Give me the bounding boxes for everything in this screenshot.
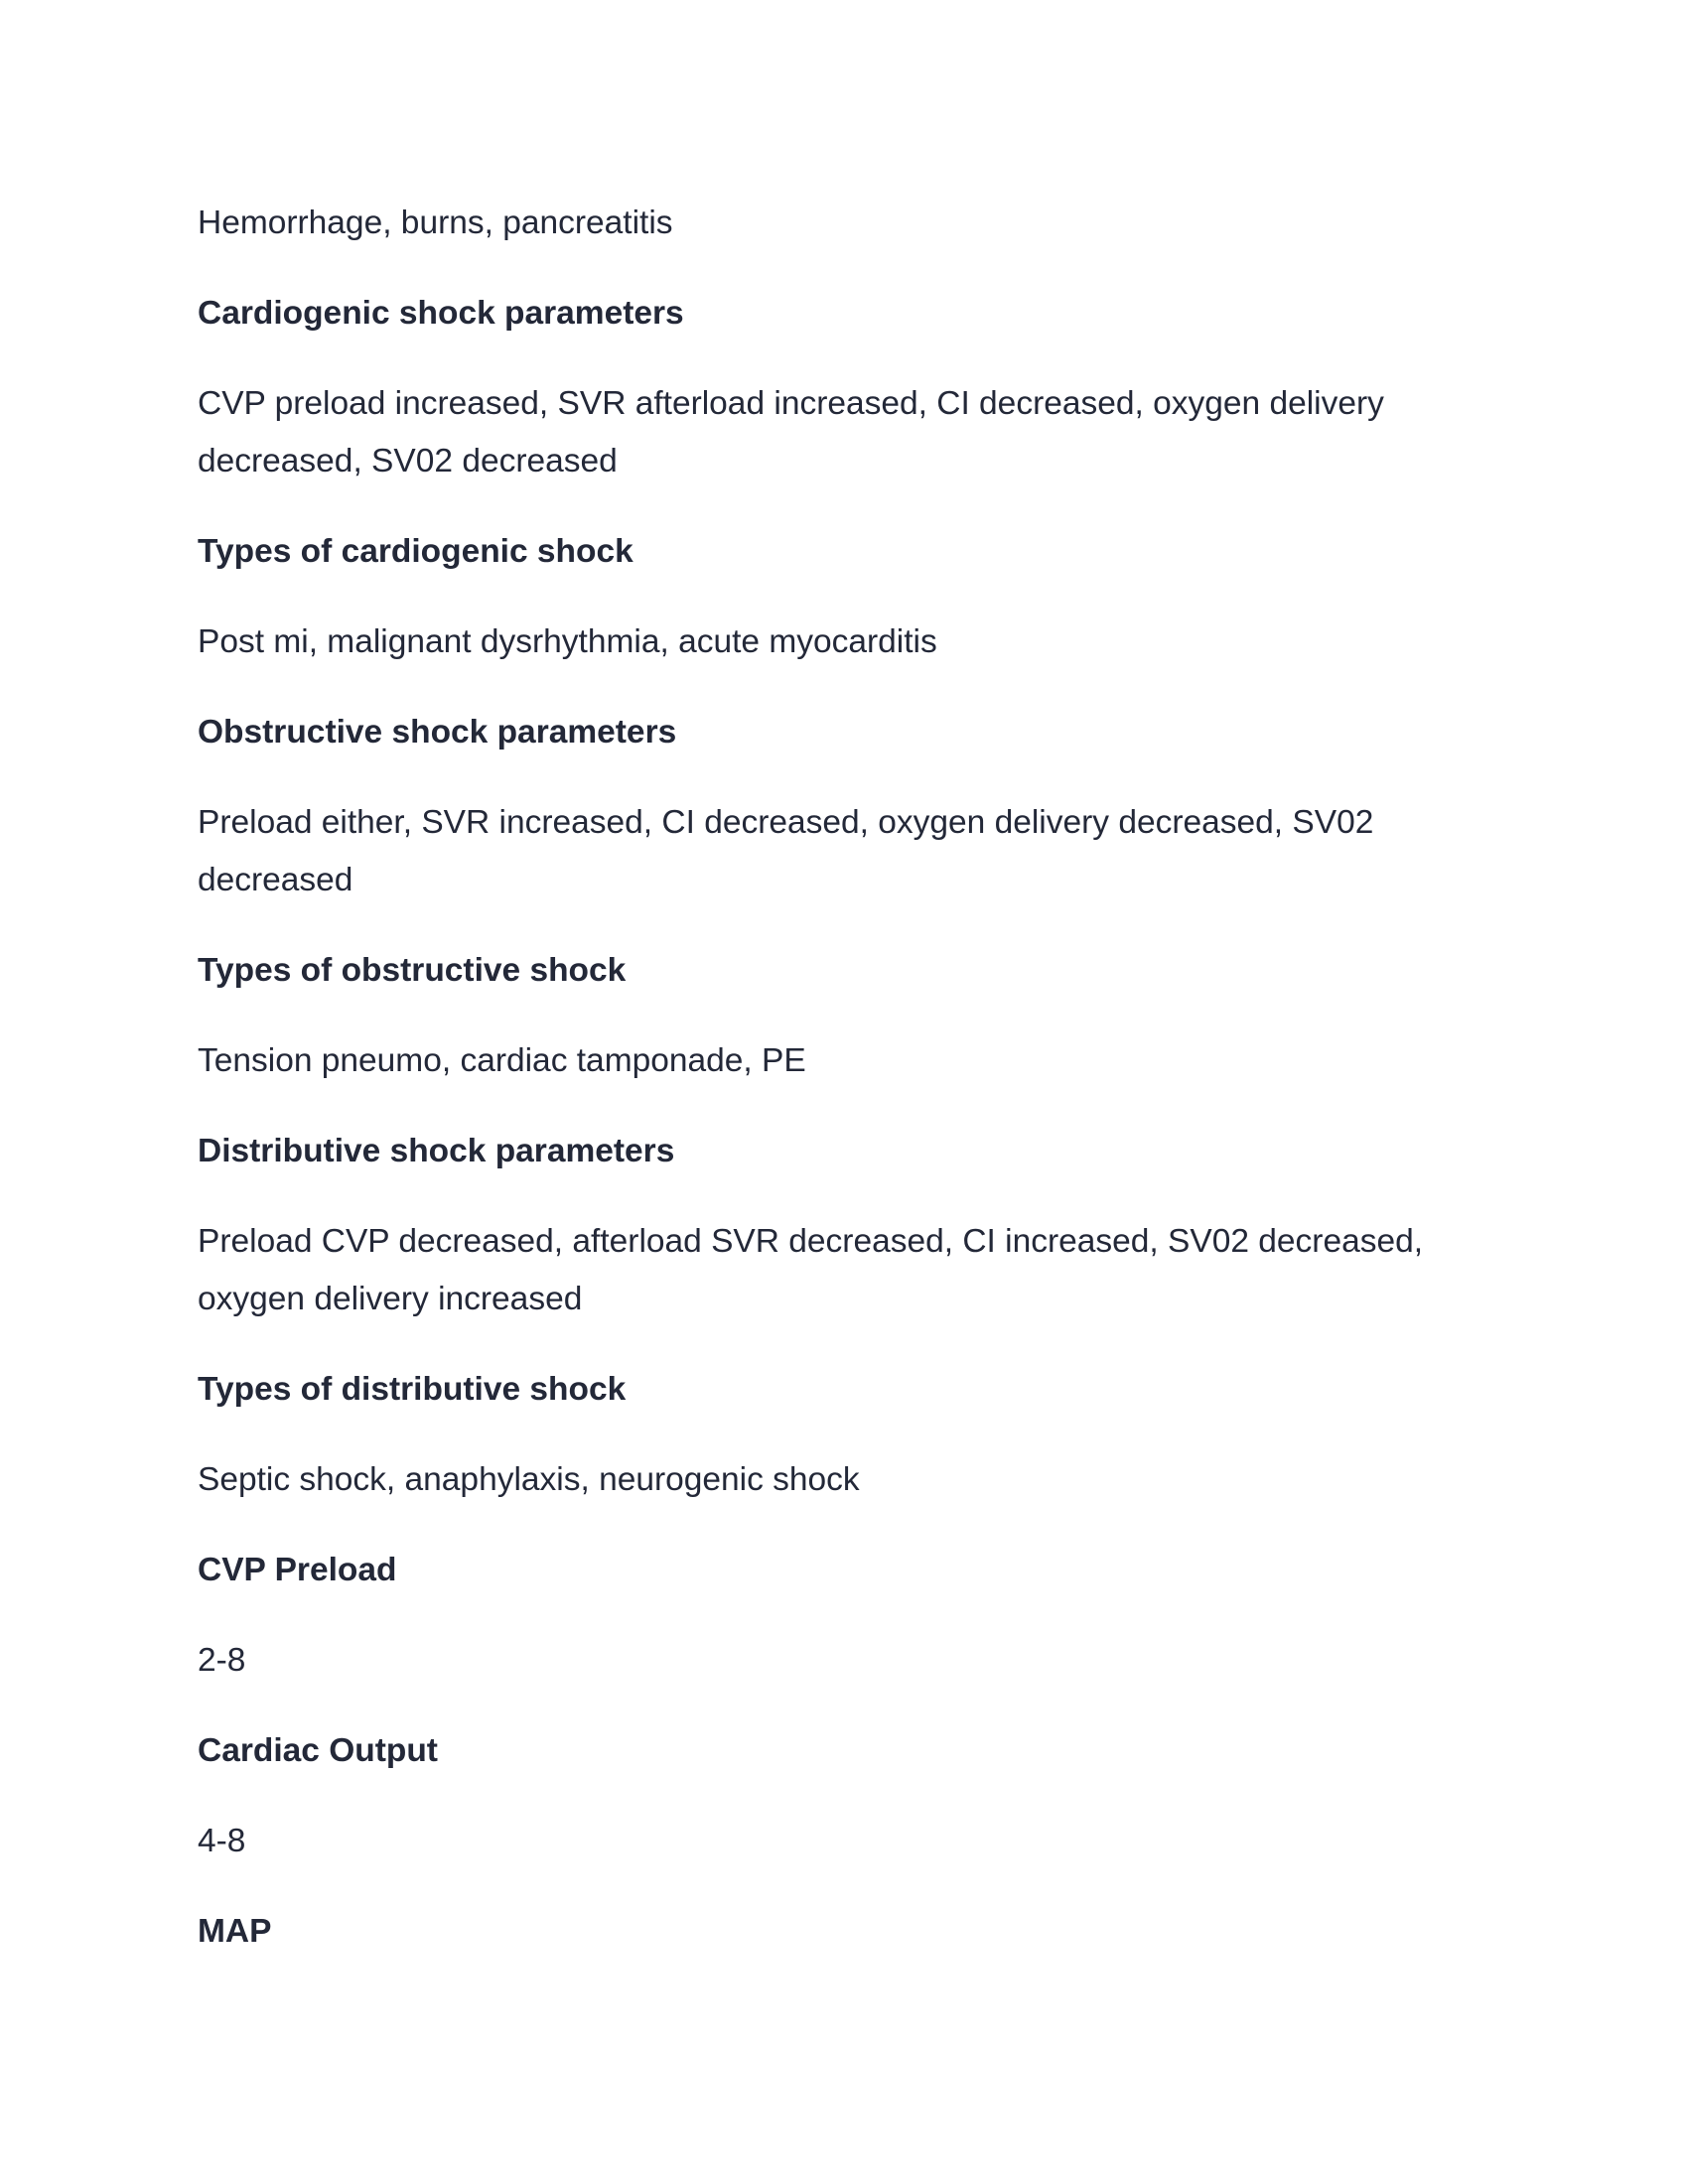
document-page: [198, 195, 1429, 1961]
answer-text: Septic shock, anaphylaxis, neurogenic shock: [198, 1461, 860, 1498]
answer-text-continued: decreased: [198, 862, 353, 898]
answer-text: CVP preload increased, SVR afterload increased, CI decreased, oxygen delivery: [198, 385, 1384, 422]
answer-text: Preload CVP decreased, afterload SVR decreased, CI increased, SV02 decreased,: [198, 1223, 1424, 1260]
question-heading: Distributive shock parameters: [198, 1133, 675, 1169]
answer-text: Preload either, SVR increased, CI decreased, oxygen delivery decreased, SV02: [198, 804, 1374, 841]
question-heading: Cardiogenic shock parameters: [198, 295, 684, 332]
question-heading: Types of obstructive shock: [198, 952, 627, 989]
answer-text-continued: oxygen delivery increased: [198, 1281, 583, 1317]
answer-text: 4-8: [198, 1823, 246, 1859]
answer-text: Hemorrhage, burns, pancreatitis: [198, 205, 673, 241]
answer-text: 2-8: [198, 1642, 246, 1679]
question-heading: Obstructive shock parameters: [198, 714, 677, 751]
question-heading: CVP Preload: [198, 1552, 397, 1588]
answer-text-continued: decreased, SV02 decreased: [198, 443, 618, 479]
answer-text: Tension pneumo, cardiac tamponade, PE: [198, 1042, 806, 1079]
answer-text: Post mi, malignant dysrhythmia, acute myocarditis: [198, 623, 937, 660]
question-heading: Types of cardiogenic shock: [198, 533, 633, 570]
question-heading: Cardiac Output: [198, 1732, 438, 1769]
question-heading: Types of distributive shock: [198, 1371, 627, 1408]
question-heading: MAP: [198, 1913, 272, 1950]
